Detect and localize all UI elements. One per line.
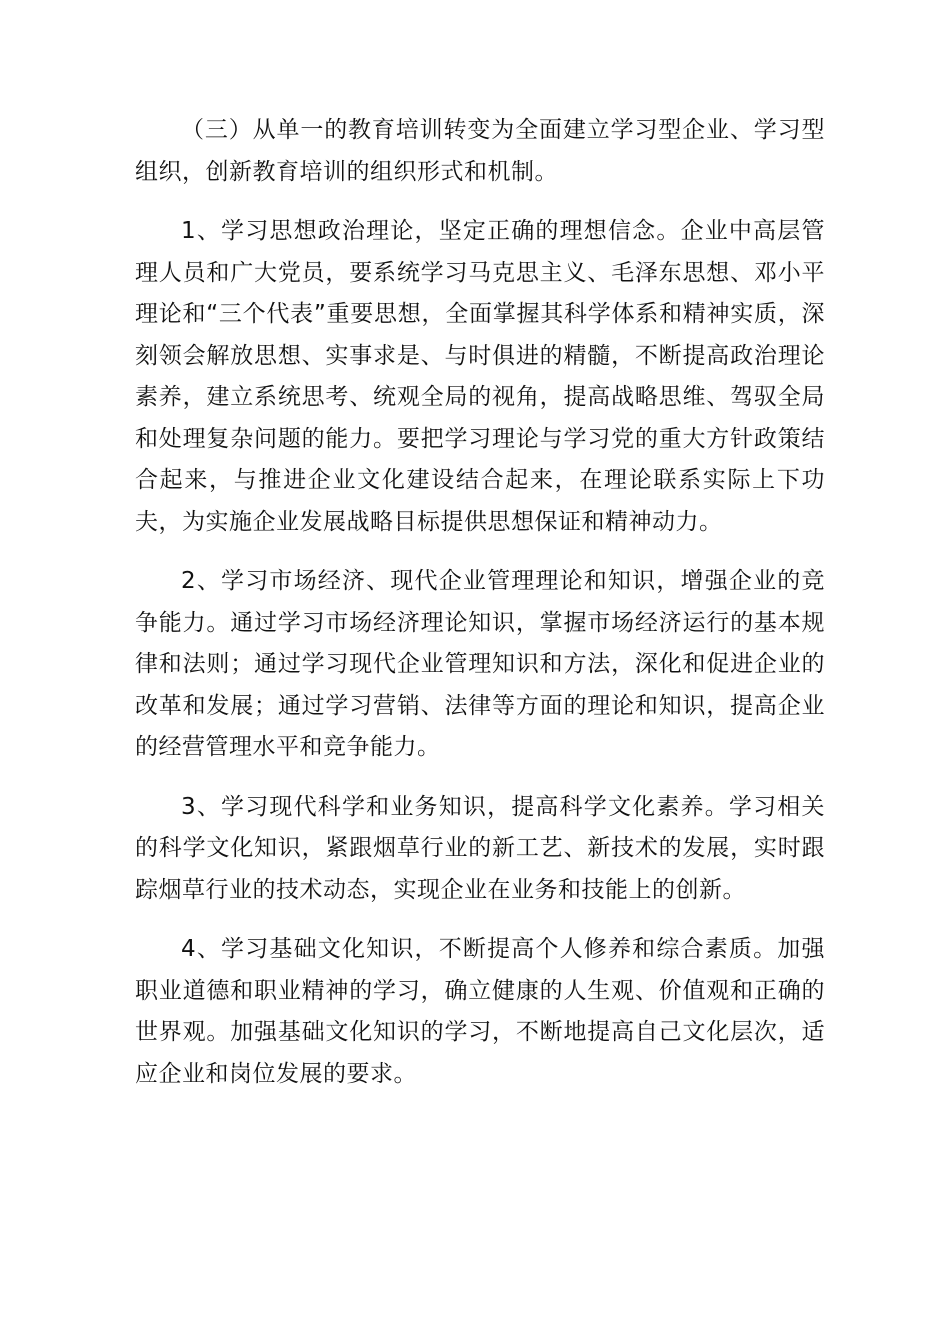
- section-heading-paragraph: （三）从单一的教育培训转变为全面建立学习型企业、学习型组织，创新教育培训的组织形式和机制。: [135, 117, 825, 185]
- paragraph-item-3: 3、学习现代科学和业务知识，提高科学文化素养。学习相关的科学文化知识，紧跟烟草行业的新工艺、新技术的发展，实时跟踪烟草行业的技术动态，实现企业在业务和技能上的创新。: [135, 793, 825, 903]
- paragraph-item-4: 4、学习基础文化知识，不断提高个人修养和综合素质。加强职业道德和职业精神的学习，确立健康的人生观、价值观和正确的世界观。加强基础文化知识的学习，不断地提高自己文化层次，适应企业和岗位发展的要求。: [135, 936, 825, 1087]
- paragraph-item-1: 1、学习思想政治理论，坚定正确的理想信念。企业中高层管理人员和广大党员，要系统学习马克思主义、毛泽东思想、邓小平理论和“三个代表”重要思想，全面掌握其科学体系和精神实质，深刻领会解放思想、实事求是、与时俱进的精髓，不断提高政治理论素养，建立系统思考、统观全局的视角，提高战略思维、驾驭全局和处理复杂问题的能力。要把学习理论与学习党的重大方针政策结合起来，与推进企业文化建设结合起来，在理论联系实际上下功夫，为实施企业发展战略目标提供思想保证和精神动力。: [135, 218, 825, 535]
- paragraph-item-2: 2、学习市场经济、现代企业管理理论和知识，增强企业的竞争能力。通过学习市场经济理论知识，掌握市场经济运行的基本规律和法则；通过学习现代企业管理知识和方法，深化和促进企业的改革和发展；通过学习营销、法律等方面的理论和知识，提高企业的经营管理水平和竞争能力。: [135, 568, 825, 760]
- document-body: [135, 110, 825, 1095]
